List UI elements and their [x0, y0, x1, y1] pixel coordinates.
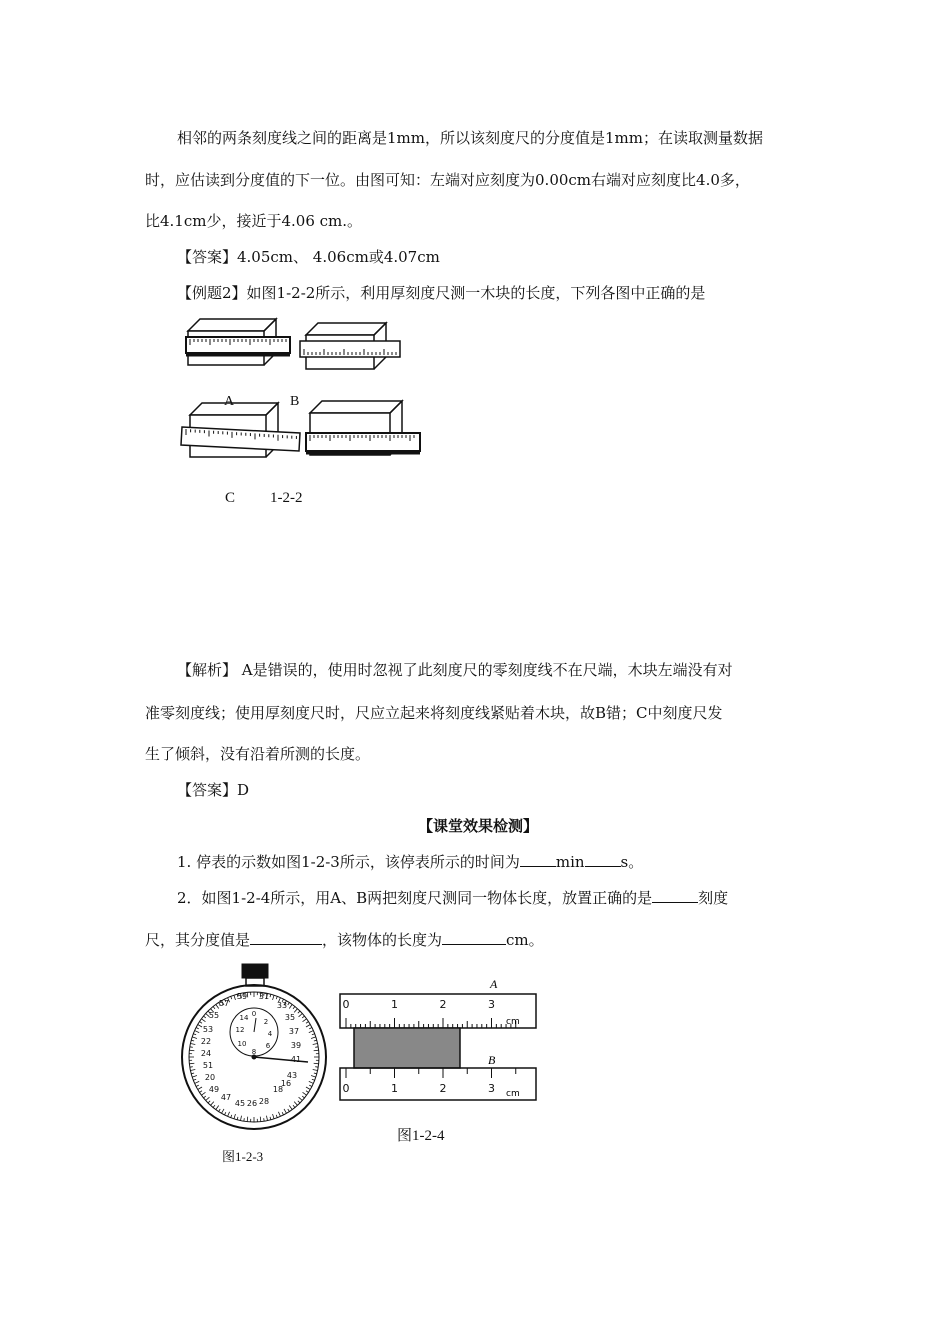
stopwatch-tick — [306, 1091, 309, 1093]
stopwatch-tick — [247, 992, 248, 997]
stopwatch-tick — [314, 1050, 319, 1051]
stopwatch-tick — [314, 1040, 317, 1041]
stopwatch-tick — [193, 1034, 196, 1035]
stopwatch-outer-number: 47 — [220, 1093, 232, 1102]
stopwatch-inner-number: 12 — [235, 1026, 245, 1034]
ruler-a-tick-label: 3 — [488, 998, 495, 1011]
stopwatch-tick — [270, 1117, 271, 1120]
q1-blank-min[interactable] — [520, 852, 556, 867]
stopwatch-tick — [293, 1105, 295, 1107]
question-2-line1 — [177, 888, 728, 908]
stopwatch-tick — [312, 1034, 315, 1035]
stopwatch-tick — [311, 1037, 316, 1039]
fig124-caption: 图1-2-4 — [397, 1128, 445, 1144]
stopwatch-tick — [313, 1043, 318, 1044]
fig122-label-b: B — [290, 394, 300, 409]
stopwatch-tick — [198, 1025, 202, 1028]
stopwatch-tick — [288, 1002, 290, 1005]
ruler-a-unit: cm — [506, 1017, 520, 1027]
stopwatch-tick — [302, 1016, 304, 1018]
stopwatch-tick — [189, 1050, 194, 1051]
stopwatch-outer-number: 24 — [200, 1049, 212, 1058]
stopwatch-outer-number: 53 — [202, 1025, 214, 1034]
stopwatch-tick — [195, 1031, 200, 1033]
stopwatch-tick — [289, 1004, 292, 1008]
stopwatch-tick — [284, 1109, 287, 1113]
stopwatch-tick — [302, 1096, 304, 1098]
ruler-figure — [338, 976, 543, 1106]
ruler-a-tick-label: 0 — [342, 998, 350, 1011]
stopwatch-inner-number: 10 — [237, 1040, 247, 1048]
stopwatch-tick — [247, 1117, 248, 1122]
stopwatch-tick — [303, 1019, 307, 1022]
stopwatch-tick — [276, 996, 277, 999]
stopwatch-tick — [213, 1006, 215, 1008]
stopwatch-tick — [309, 1027, 312, 1028]
stopwatch-tick — [294, 1102, 297, 1106]
stopwatch-tick — [306, 1022, 309, 1024]
stopwatch-outer-number: 45 — [234, 1099, 246, 1108]
stopwatch-tick — [198, 1087, 202, 1090]
stopwatch-tick — [306, 1025, 310, 1028]
ruler-b-label: B — [488, 1053, 496, 1067]
stopwatch-tick — [201, 1019, 205, 1022]
stopwatch-tick — [312, 1079, 315, 1080]
q2-blank-length[interactable] — [442, 930, 506, 945]
stopwatch-tick — [190, 1069, 195, 1070]
stopwatch-tick — [203, 1016, 205, 1018]
stopwatch-outer-number: 35 — [284, 1013, 296, 1022]
stopwatch-tick — [266, 1116, 267, 1121]
stopwatch-outer-number: 31 — [258, 992, 270, 1001]
fig123-caption: 图1-2-3 — [222, 1149, 264, 1164]
stopwatch-tick — [216, 1106, 219, 1110]
stopwatch-outer-number: 28 — [258, 1097, 270, 1106]
q2-blank-ruler[interactable] — [652, 888, 698, 903]
stopwatch-tick — [199, 1022, 202, 1024]
stopwatch-tick — [191, 1040, 194, 1041]
stopwatch-tick — [278, 1112, 280, 1117]
stopwatch-outer-number: 51 — [202, 1061, 214, 1070]
ruler-b-tick-label: 1 — [391, 1082, 398, 1095]
stopwatch-tick — [193, 1079, 196, 1080]
stopwatch-outer-number: 49 — [208, 1085, 220, 1094]
figure-1-2-2 — [180, 315, 430, 465]
analysis-line1: 【解析】 A是错误的，使用时忽视了此刻度尺的零刻度线不在尺端，木块左端没有对 — [177, 661, 733, 679]
stopwatch-tick — [309, 1085, 312, 1086]
stopwatch-inner-number: 8 — [251, 1048, 257, 1056]
stopwatch-outer-number: 55 — [208, 1011, 220, 1020]
stopwatch-tick — [231, 1115, 232, 1118]
stopwatch-inner-number: 14 — [239, 1014, 249, 1022]
q2-text-1: 2．如图1-2-4所示，用A、B两把刻度尺测同一物体长度，放置正确的是 — [177, 889, 653, 907]
stopwatch-outer-number: 26 — [246, 1099, 258, 1108]
stopwatch-inner-number: 0 — [251, 1010, 257, 1018]
stopwatch-tick — [314, 1063, 319, 1064]
stopwatch-tick — [213, 1105, 215, 1107]
stopwatch-outer-number: 43 — [286, 1071, 298, 1080]
stopwatch-tick — [270, 994, 271, 997]
para1-line2: 时，应估读到分度值的下一位。由图可知：左端对应刻度为0.00cm右端对应刻度比4.0多， — [145, 171, 750, 189]
stopwatch-tick — [201, 1092, 205, 1095]
q2-text-5: cm。 — [506, 931, 544, 949]
stopwatch-figure — [178, 960, 328, 1130]
ruler-b-tick-label: 3 — [488, 1082, 495, 1095]
stopwatch-tick — [276, 1115, 277, 1118]
para1-line1: 相邻的两条刻度线之间的距离是1mm，所以该刻度尺的分度值是1mm；在读取测量数据 — [177, 129, 763, 147]
stopwatch-tick — [314, 1073, 317, 1074]
stopwatch-tick — [311, 1076, 316, 1078]
para1-line3: 比4.1cm少，接近于4.06 cm.。 — [145, 212, 363, 230]
stopwatch-inner-number: 2 — [263, 1018, 269, 1026]
ruler-a-label: A — [490, 977, 498, 991]
question-2-line2 — [145, 930, 544, 950]
q1-unit-sec: s。 — [620, 853, 644, 871]
stopwatch-tick — [222, 1109, 225, 1113]
stopwatch-tick — [196, 1027, 199, 1028]
stopwatch-tick — [189, 1063, 194, 1064]
q1-text: 1. 停表的示数如图1-2-3所示，该停表所示的时间为 — [177, 853, 520, 871]
stopwatch-outer-number: 16 — [280, 1079, 292, 1088]
question-1 — [177, 852, 643, 872]
stopwatch-tick — [273, 995, 275, 1000]
stopwatch-tick — [309, 1081, 314, 1083]
stopwatch-tick — [273, 1114, 275, 1119]
q1-unit-min: min — [555, 853, 585, 871]
stopwatch-tick — [309, 1031, 314, 1033]
stopwatch-tick — [282, 1112, 283, 1115]
ruler-a-tick-label: 1 — [391, 998, 398, 1011]
stopwatch-tick — [191, 1073, 194, 1074]
stopwatch-tick — [219, 1109, 221, 1112]
stopwatch-outer-number: 22 — [200, 1037, 212, 1046]
fig122-label-c: C — [225, 490, 236, 506]
answer2: 【答案】D — [177, 781, 250, 799]
stopwatch-outer-number: 39 — [290, 1041, 302, 1050]
stopwatch-inner-number: 6 — [265, 1042, 271, 1050]
stopwatch-tick — [190, 1043, 195, 1044]
stopwatch-tick — [294, 1009, 297, 1013]
example2-question: 【例题2】如图1-2-2所示，利用厚刻度尺测一木块的长度，下列各图中正确的是 — [177, 284, 706, 302]
stopwatch-tick — [298, 1011, 300, 1013]
stopwatch-tick — [240, 1116, 241, 1121]
stopwatch-tick — [199, 1091, 202, 1093]
analysis-line3: 生了倾斜，没有沿着所测的长度。 — [145, 745, 371, 763]
stopwatch-outer-number: 59 — [236, 992, 248, 1001]
stopwatch-outer-number: 20 — [204, 1073, 216, 1082]
stopwatch-tick — [234, 1114, 236, 1119]
stopwatch-tick — [299, 1097, 303, 1100]
stopwatch-tick — [237, 1117, 238, 1120]
stopwatch-tick — [298, 1101, 300, 1103]
q2-blank-division[interactable] — [250, 930, 322, 945]
ruler-b-tick-label: 0 — [342, 1082, 350, 1095]
stopwatch-tick — [228, 1112, 230, 1117]
stopwatch-tick — [195, 1081, 200, 1083]
stopwatch-tick — [206, 1097, 210, 1100]
stopwatch-tick — [203, 1096, 205, 1098]
stopwatch-tick — [293, 1006, 295, 1008]
stopwatch-tick — [224, 1112, 225, 1115]
stopwatch-tick — [303, 1092, 307, 1095]
section-title: 【课堂效果检测】 — [418, 817, 539, 835]
fig122-label-a: A — [224, 394, 235, 409]
stopwatch-outer-number: 37 — [288, 1027, 300, 1036]
stopwatch-tick — [196, 1085, 199, 1086]
stopwatch-tick — [299, 1014, 303, 1017]
stopwatch-tick — [208, 1101, 210, 1103]
fig122-number: 1-2-2 — [270, 490, 303, 506]
q2-text-4: ，该物体的长度为 — [322, 931, 443, 949]
stopwatch-tick — [234, 995, 236, 1000]
ruler-b-tick-label: 2 — [439, 1082, 447, 1095]
q2-text-3: 尺，其分度值是 — [145, 931, 251, 949]
stopwatch-outer-number: 41 — [290, 1055, 302, 1064]
stopwatch-tick — [313, 1069, 318, 1070]
stopwatch-outer-number: 33 — [276, 1001, 288, 1010]
stopwatch-outer-number: 18 — [272, 1085, 284, 1094]
stopwatch-inner-number: 4 — [267, 1030, 273, 1038]
q1-blank-sec[interactable] — [585, 852, 621, 867]
stopwatch-tick — [306, 1087, 310, 1090]
q2-text-2: 刻度 — [698, 889, 729, 907]
stopwatch-tick — [192, 1076, 197, 1078]
stopwatch-tick — [260, 1117, 261, 1122]
answer1: 【答案】4.05cm、 4.06cm或4.07cm — [177, 248, 440, 266]
ruler-a-tick-label: 2 — [439, 998, 447, 1011]
stopwatch-tick — [192, 1037, 197, 1039]
stopwatch-tick — [211, 1102, 214, 1106]
analysis-line2: 准零刻度线；使用厚刻度尺时，尺应立起来将刻度线紧贴着木块，故B错；C中刻度尺发 — [145, 704, 723, 722]
stopwatch-outer-number: 57 — [218, 999, 230, 1008]
stopwatch-tick — [288, 1109, 290, 1112]
ruler-b-unit: cm — [506, 1089, 520, 1099]
stopwatch-tick — [289, 1106, 292, 1110]
stopwatch-tick — [231, 996, 232, 999]
